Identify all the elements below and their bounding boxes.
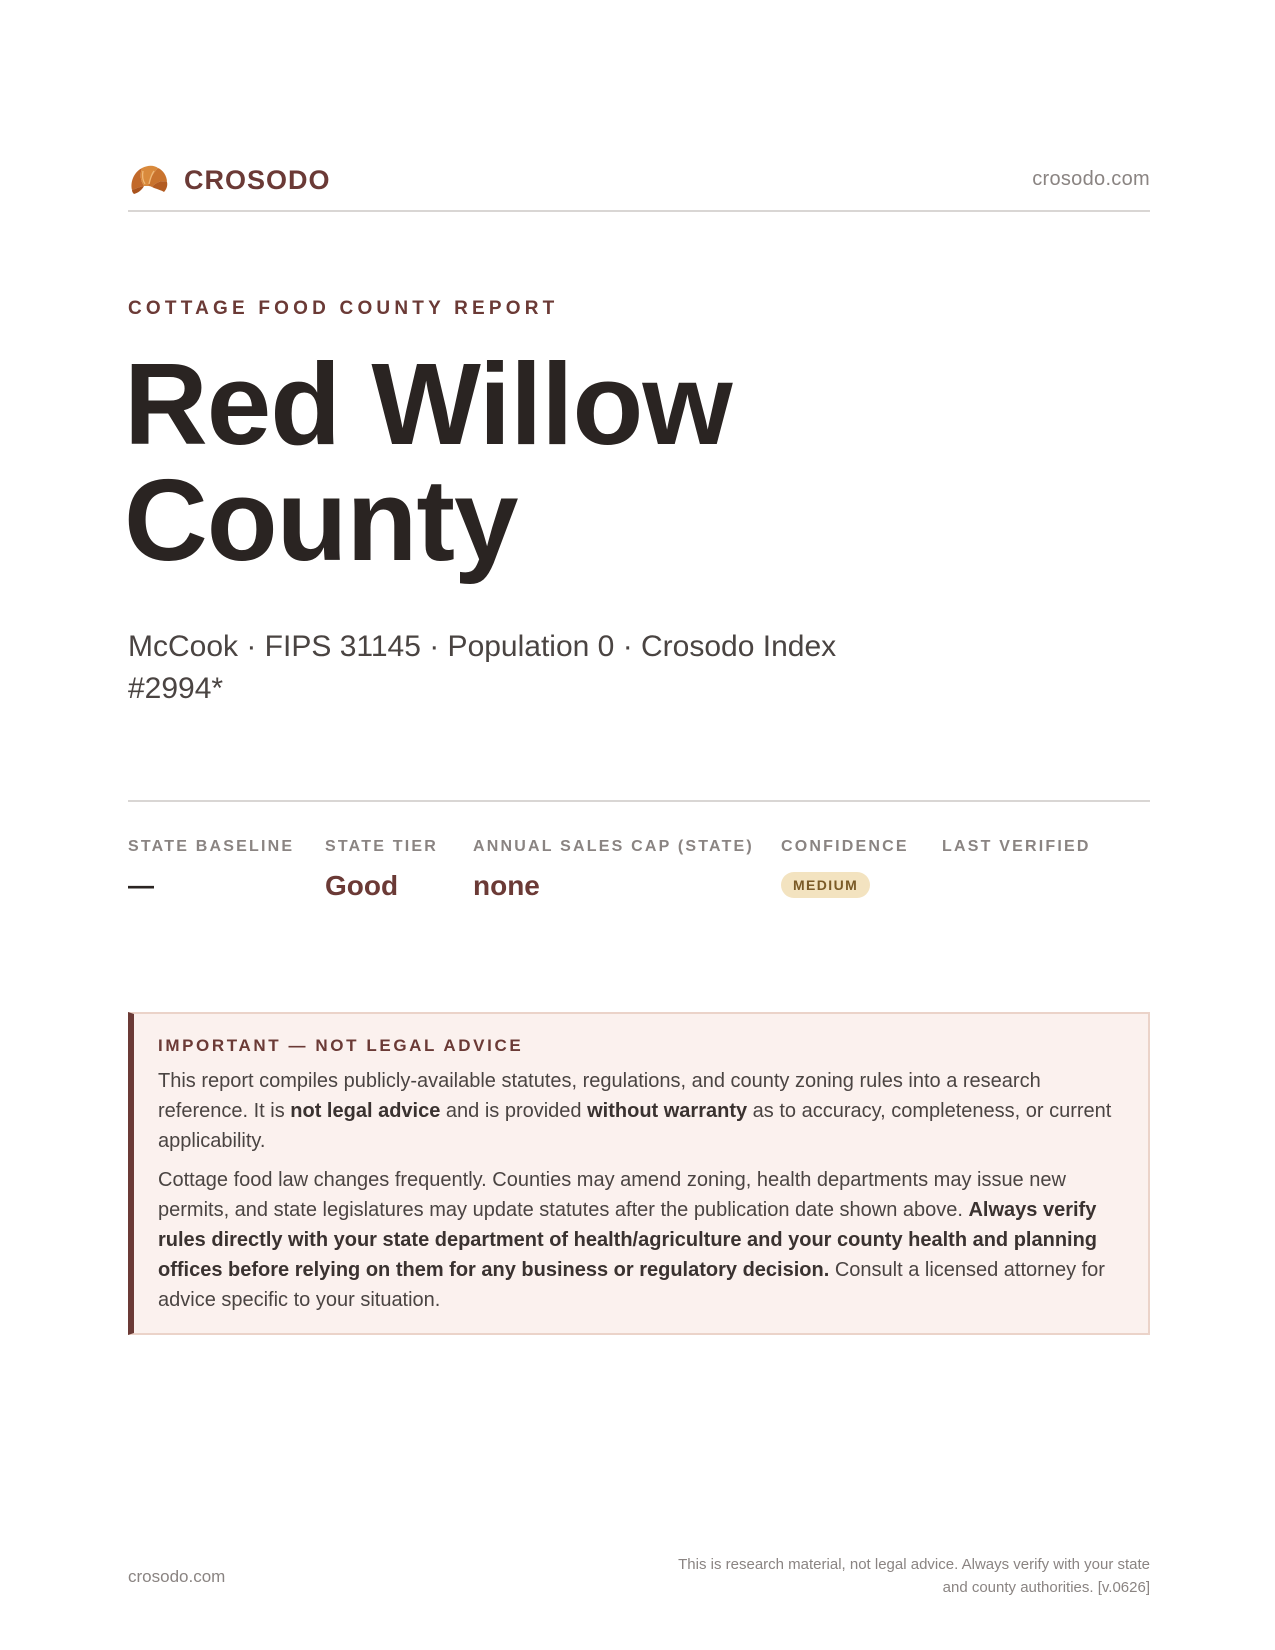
brand-name: CROSODO — [184, 164, 331, 195]
report-type: COTTAGE FOOD COUNTY REPORT — [128, 298, 559, 319]
site-link[interactable]: crosodo.com — [1032, 168, 1150, 190]
brand — [128, 160, 331, 200]
stat-label: STATE TIER — [325, 838, 438, 855]
stat-annual-sales-cap — [473, 838, 754, 902]
stat-value: none — [473, 870, 540, 901]
page-title — [124, 339, 944, 585]
stat-confidence — [781, 838, 909, 898]
notice-heading: IMPORTANT — NOT LEGAL ADVICE — [158, 1036, 524, 1055]
stat-label: CONFIDENCE — [781, 838, 909, 855]
confidence-badge: MEDIUM — [781, 872, 870, 898]
footer-site[interactable]: crosodo.com — [128, 1567, 226, 1586]
footer-disclaimer — [610, 1553, 1150, 1599]
county-meta: McCook · FIPS 31145 · Population 0 · Crosodo Index #2994* — [128, 630, 837, 705]
page-header — [128, 156, 1150, 212]
stat-label: ANNUAL SALES CAP (STATE) — [473, 838, 754, 855]
stat-state-tier — [325, 838, 438, 902]
footer-disclaimer-line-2: and county authorities. [v.0626] — [942, 1579, 1150, 1596]
legal-notice — [128, 1012, 1150, 1335]
divider — [128, 800, 1150, 802]
notice-paragraph-1: This report compiles publicly-available statutes, regulations, and county zoning rules into a research reference. It is not legal advice and is provided without warranty as to accuracy, completeness, or current applicability. — [158, 1070, 1112, 1152]
stat-label: STATE BASELINE — [128, 838, 295, 855]
stat-label: LAST VERIFIED — [942, 838, 1091, 855]
croissant-icon — [128, 160, 170, 200]
stat-state-baseline — [128, 838, 294, 901]
footer-disclaimer-line-1: This is research material, not legal advice. Always verify with your state — [678, 1556, 1150, 1573]
stat-last-verified — [942, 838, 1091, 870]
title-line-2: County — [124, 455, 518, 585]
title-line-1: Red Willow — [124, 339, 732, 469]
stat-value: Good — [325, 870, 399, 901]
stat-value: — — [128, 870, 154, 900]
notice-paragraph-2: Cottage food law changes frequently. Counties may amend zoning, health departments may issue new permits, and state legislatures may update statutes after the publication date shown above. Always verify rules directly with your state department of health/agriculture and your county health and planning offices before relying on them for any business or regulatory decision. Consult a licensed attorney for advice specific to your situation. — [158, 1169, 1105, 1311]
